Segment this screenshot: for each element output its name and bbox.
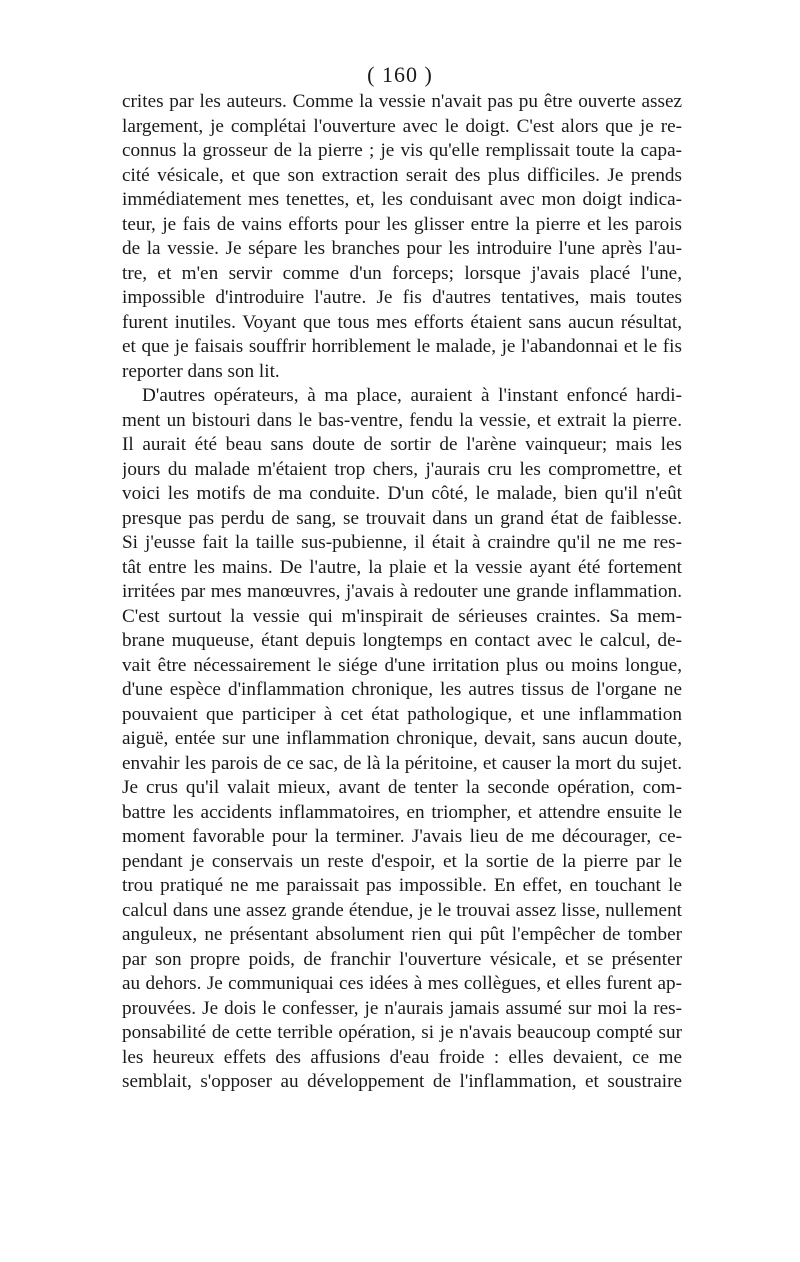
text-line: presque pas perdu de sang, se trouvait dans un grand état de faiblesse. [122, 507, 682, 529]
text-line: trou pratiqué ne me paraissait pas impossible. En effet, en touchant le [122, 875, 682, 896]
text-line: furent inutiles. Voyant que tous mes efforts étaient sans aucun résultat, [122, 311, 682, 333]
text-line: ment un bistouri dans le bas-ventre, fendu la vessie, et extrait la pierre. [122, 409, 682, 431]
text-line: anguleux, ne présentant absolument rien qui pût l'empêcher de tomber [122, 924, 682, 945]
text-line: tre, et m'en servir comme d'un forceps; lorsque j'avais placé l'une, [122, 262, 682, 284]
text-line: connus la grosseur de la pierre ; je vis qu'elle remplissait toute la capa- [122, 140, 682, 161]
text-line: crites par les auteurs. Comme la vessie n'avait pas pu être ouverte assez [122, 91, 682, 112]
text-line: Si j'eusse fait la taille sus-pubienne, il était à craindre qu'il ne me res- [122, 532, 682, 553]
text-line: pouvaient que participer à cet état pathologique, et une inflammation [122, 703, 682, 725]
text-line: cité vésicale, et que son extraction serait des plus difficiles. Je prends [122, 164, 682, 186]
text-line: C'est surtout la vessie qui m'inspirait de sérieuses craintes. Sa mem- [122, 605, 682, 627]
text-line: au dehors. Je communiquai ces idées à mes collègues, et elles furent ap- [122, 973, 682, 994]
body-text [122, 90, 682, 1095]
text-line: et que je faisais souffrir horriblement le malade, je l'abandonnai et le fis [122, 336, 682, 357]
text-line: ponsabilité de cette terrible opération, si je n'avais beaucoup compté sur [122, 1022, 682, 1043]
text-line: semblait, s'opposer au développement de l'inflammation, et soustraire [122, 1071, 682, 1092]
text-line: moment favorable pour la terminer. J'avais lieu de me décourager, ce- [122, 826, 682, 847]
text-line: impossible d'introduire l'autre. Je fis d'autres tentatives, mais toutes [122, 287, 682, 308]
text-line: pendant je conservais un reste d'espoir, et la sortie de la pierre par le [122, 850, 682, 872]
text-line: largement, je complétai l'ouverture avec le doigt. C'est alors que je re- [122, 115, 682, 137]
text-line: vait être nécessairement le siége d'une irritation plus ou moins longue, [122, 654, 682, 676]
text-line: de la vessie. Je sépare les branches pour les introduire l'une après l'au- [122, 238, 682, 259]
text-line: les heureux effets des affusions d'eau froide : elles devaient, ce me [122, 1046, 682, 1068]
text-line: voici les motifs de ma conduite. D'un côté, le malade, bien qu'il n'eût [122, 483, 682, 504]
page-number: ( 160 ) [367, 62, 433, 87]
text-line: Je crus qu'il valait mieux, avant de tenter la seconde opération, com- [122, 777, 682, 798]
text-line: irritées par mes manœuvres, j'avais à redouter une grande inflammation. [122, 581, 682, 602]
text-line: tât entre les mains. De l'autre, la plaie et la vessie ayant été fortement [122, 556, 682, 578]
text-line: d'une espèce d'inflammation chronique, les autres tissus de l'organe ne [122, 679, 682, 700]
text-line: Il aurait été beau sans doute de sortir de l'arène vainqueur; mais les [122, 434, 682, 455]
text-line: immédiatement mes tenettes, et, les conduisant avec mon doigt indica- [122, 189, 682, 210]
text-line: brane muqueuse, étant depuis longtemps en contact avec le calcul, de- [122, 630, 682, 651]
text-line: envahir les parois de ce sac, de là la péritoine, et causer la mort du sujet. [122, 752, 682, 774]
text-line: battre les accidents inflammatoires, en triompher, et attendre ensuite le [122, 801, 682, 823]
text-line: par son propre poids, de franchir l'ouverture vésicale, et se présenter [122, 948, 682, 970]
text-line: D'autres opérateurs, à ma place, auraient à l'instant enfoncé hardi- [142, 385, 682, 406]
text-line: prouvées. Je dois le confesser, je n'aurais jamais assumé sur moi la res- [122, 997, 682, 1019]
text-line: aiguë, entée sur une inflammation chronique, devait, sans aucun doute, [122, 728, 682, 749]
text-line: teur, je fais de vains efforts pour les glisser entre la pierre et les parois [122, 213, 682, 235]
text-line: reporter dans son lit. [122, 360, 280, 382]
text-line: calcul dans une assez grande étendue, je le trouvai assez lisse, nullement [122, 899, 682, 921]
text-line: jours du malade m'étaient trop chers, j'aurais cru les compromettre, et [122, 458, 682, 480]
